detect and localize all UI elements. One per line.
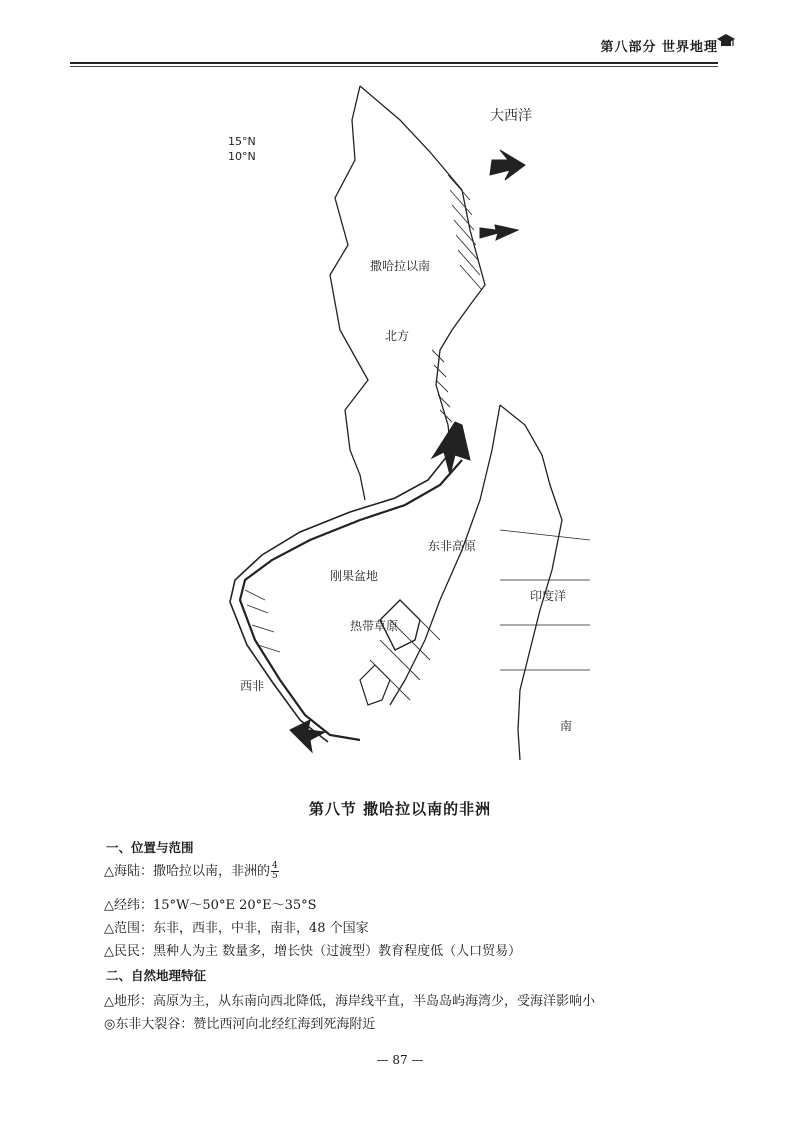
graduation-cap-icon bbox=[716, 33, 736, 53]
section-title: 第八节 撒哈拉以南的非洲 bbox=[308, 800, 492, 818]
page-number: — 87 — bbox=[376, 1053, 424, 1067]
header-title: 第八部分 世界地理 bbox=[600, 40, 718, 55]
hand-drawn-map bbox=[200, 80, 600, 780]
map-label-lat1: 15°N bbox=[228, 135, 256, 148]
header-rule-thin bbox=[70, 66, 718, 67]
text-line-land-sea bbox=[104, 860, 279, 881]
text-line-coordinates: △经纬：15°W～50°E 20°E～35°S bbox=[104, 898, 317, 913]
map-label-lat2: 10°N bbox=[228, 150, 256, 163]
map-label-plateau: 东非高原 bbox=[428, 539, 477, 553]
land-sea-text: △海陆：撒哈拉以南，非洲的 bbox=[104, 864, 270, 879]
header-rule bbox=[70, 62, 718, 64]
text-line-rift-valley: ◎东非大裂谷：赞比西河向北经红海到死海附近 bbox=[104, 1017, 376, 1032]
text-line-scope: △范围：东非，西非，中非，南非，48 个国家 bbox=[104, 921, 369, 936]
map-label-climate: 热带草原 bbox=[350, 619, 399, 633]
map-label-indian-ocean: 印度洋 bbox=[530, 589, 567, 603]
map-label-west: 西非 bbox=[240, 679, 265, 693]
heading-location: 一、位置与范围 bbox=[106, 840, 194, 855]
heading-physical: 二、自然地理特征 bbox=[106, 968, 207, 983]
map-label-basin: 刚果盆地 bbox=[330, 569, 379, 583]
fraction-denominator: 5 bbox=[272, 871, 278, 881]
fraction-numerator: 4 bbox=[272, 861, 278, 871]
fraction bbox=[271, 862, 279, 881]
map-label-south: 南 bbox=[560, 719, 573, 733]
text-line-population: △民民：黑种人为主 数量多，增长快（过渡型）教育程度低（人口贸易） bbox=[104, 944, 522, 959]
map-label-north: 北方 bbox=[385, 329, 410, 343]
map-label-ocean: 大西洋 bbox=[490, 108, 532, 124]
map-label-sahara: 撒哈拉以南 bbox=[370, 259, 431, 273]
text-line-terrain: △地形：高原为主，从东南向西北降低，海岸线平直，半岛岛屿海湾少，受海洋影响小 bbox=[104, 994, 595, 1009]
